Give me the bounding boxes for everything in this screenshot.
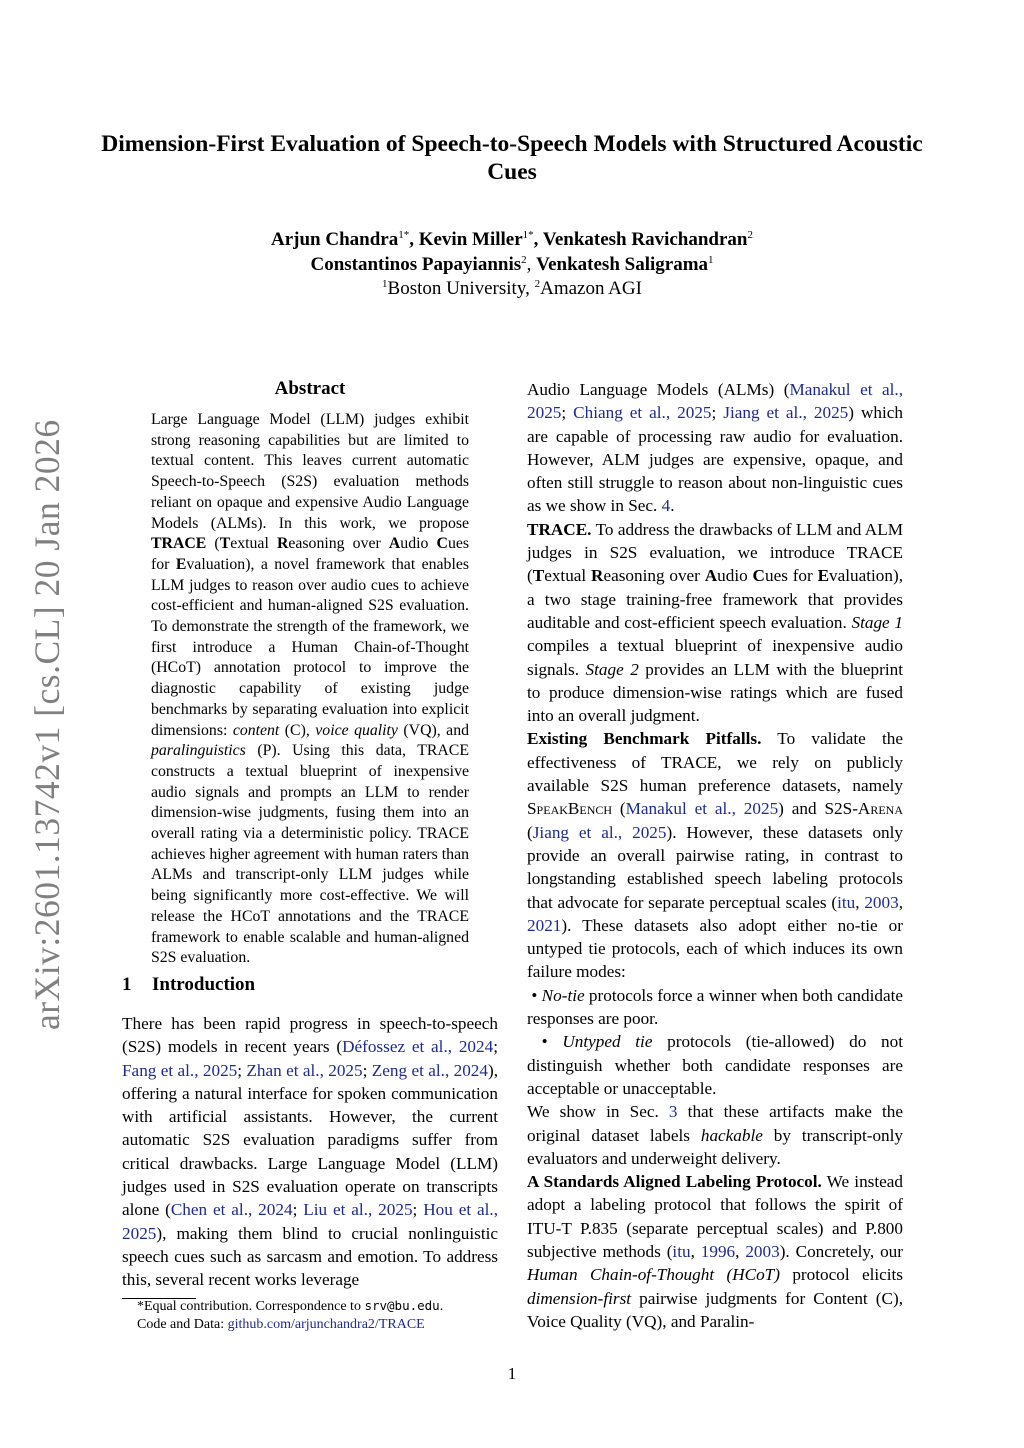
dataset-name: S2S-Arena — [824, 799, 903, 819]
bullet-item: • No-tie protocols force a winner when both candidate responses are poor. — [527, 985, 904, 1029]
author-name: Arjun Chandra — [270, 229, 399, 250]
citation-link[interactable]: Manakul et al., 2025 — [527, 380, 903, 423]
page-number: 1 — [507, 1364, 517, 1383]
citation-link[interactable]: Manakul et al., 2025 — [625, 799, 779, 819]
citation-link[interactable]: Défossez et al., 2024 — [342, 1037, 494, 1057]
affiliations-line: $^1$Boston University, $^2$Amazon AGI — [382, 278, 642, 299]
section-title: Introduction — [152, 974, 256, 995]
citation-link[interactable]: Jiang et al., 2025 — [723, 403, 849, 423]
section-heading-introduction — [122, 974, 255, 996]
affiliation: Amazon AGI — [540, 278, 642, 299]
citation-link[interactable]: itu — [672, 1241, 691, 1261]
pitfalls-paragraph: Existing Benchmark Pitfalls. To validate the effectiveness of TRACE, we rely on publicly available S2S human preference datasets, namely SpeakBench (Manakul et al., 2025) and S2S-Arena (Jiang et al., 2025). However, these datasets only provide an overall pairwise rating, in contrast to longstanding established speech labeling protocols that advocate for separate perceptual scales (itu, 2003, 2021). These datasets also adopt either no-tie or untyped tie protocols, each of which induces its own failure modes: — [527, 729, 903, 982]
author-affiliation-mark: 1* — [398, 229, 410, 241]
footnote-equal-contribution: *Equal contribution. Correspondence to srv@bu.edu. — [137, 1298, 444, 1314]
section-ref-link[interactable]: 4 — [661, 496, 671, 516]
author-name: Venkatesh Saligrama — [536, 253, 709, 275]
footnote-code-data: Code and Data: github.com/arjunchandra2/TRACE — [137, 1317, 425, 1332]
paragraph-heading: A Standards Aligned Labeling Protocol. — [527, 1172, 822, 1192]
paper-title: Dimension-First Evaluation of Speech-to-Speech Models with Structured Acoustic Cues — [101, 131, 923, 185]
author-affiliation-mark: 2 — [747, 229, 753, 241]
citation-link[interactable]: Hou et al., 2025 — [122, 1200, 498, 1243]
arxiv-margin-stamp: arXiv:2601.13742v1 [cs.CL] 20 Jan 2026 — [27, 419, 67, 1030]
citation-link[interactable]: 2021 — [527, 915, 562, 935]
citation-link[interactable]: Chen et al., 2024 — [170, 1200, 293, 1220]
citation-link[interactable]: Zhan et al., 2025 — [246, 1060, 363, 1080]
author-line-1: Arjun Chandra$^{1*}$, Kevin Miller$^{1*}$, Venkatesh Ravichandran$^2$ — [270, 229, 753, 250]
author-name: Venkatesh Ravichandran — [542, 229, 748, 250]
author-name: Constantinos Papayiannis — [310, 253, 522, 275]
section-number: 1 — [122, 974, 132, 995]
contact-email[interactable]: srv@bu.edu — [364, 1298, 440, 1313]
citation-link[interactable]: itu — [837, 892, 856, 912]
section-ref-link[interactable]: 3 — [668, 1102, 678, 1122]
citation-link[interactable]: 2003 — [745, 1241, 780, 1261]
bullet-item: • Untyped tie protocols (tie-allowed) do not distinguish whether both candidate responses are acceptable or unacceptable. — [527, 1032, 904, 1098]
trace-paragraph: TRACE. To address the drawbacks of LLM and ALM judges in S2S evaluation, we introduce TRACE (Textual Reasoning over Audio Cues for Evaluation), a two stage training-free framework that provides auditable and cost-efficient speech evaluation. Stage 1 compiles a textual blueprint of inexpensive audio signals. Stage 2 provides an LLM with the blueprint to produce dimension-wise ratings which are fused into an overall judgment. — [527, 519, 904, 726]
affiliation: Boston University, — [387, 278, 535, 299]
citation-link[interactable]: Fang et al., 2025 — [122, 1060, 238, 1080]
standards-paragraph: A Standards Aligned Labeling Protocol. We instead adopt a labeling protocol that follows the spirit of ITU-T P.835 (separate perceptual scales) and P.800 subjective methods (itu, 1996, 2003). Concretely, our Human Chain-of-Thought (HCoT) protocol elicits dimension-first pairwise judgments for Content (C), Voice Quality (VQ), and Paralin- — [527, 1172, 903, 1331]
introduction-paragraph: There has been rapid progress in speech-to-speech (S2S) models in recent years (Défossez et al., 2024; Fang et al., 2025; Zhan et al., 2025; Zeng et al., 2024), offering a natural interface for spoken communication with artificial assistants. However, the current automatic S2S evaluation paradigms suffer from critical drawbacks. Large Language Model (LLM) judges used in S2S evaluation operate on transcripts alone (Chen et al., 2024; Liu et al., 2025; Hou et al., 2025), making them blind to crucial nonlinguistic speech cues such as sarcasm and emotion. To address this, several recent works leverage — [122, 1014, 499, 1290]
code-repo-link[interactable]: github.com/arjunchandra2/TRACE — [227, 1317, 425, 1332]
author-affiliation-mark: 1* — [522, 229, 534, 241]
citation-link[interactable]: Jiang et al., 2025 — [532, 822, 667, 842]
alm-paragraph: Audio Language Models (ALMs) (Manakul et al., 2025; Chiang et al., 2025; Jiang et al., 2025) which are capable of processing raw audio for evaluation. However, ALM judges are expensive, opaque, and often still struggle to reason about non-linguistic cues as we show in Sec. 4. — [527, 380, 903, 516]
abstract-heading: Abstract — [274, 378, 346, 399]
bullet-marker: • — [531, 985, 538, 1005]
footnote — [137, 1297, 507, 1334]
paragraph-heading: Existing Benchmark Pitfalls. — [527, 729, 762, 749]
bullet-marker: • — [541, 1032, 548, 1052]
dataset-name: SpeakBench — [527, 799, 613, 819]
abstract-body: Large Language Model (LLM) judges exhibit strong reasoning capabilities but are limited to textual content. This leaves current automatic Speech-to-Speech (S2S) evaluation methods reliant on opaque and expensive Audio Language Models (ALMs). In this work, we propose TRACE (Textual Reasoning over Audio Cues for Evaluation), a novel framework that enables LLM judges to reason over audio cues to achieve cost-efficient and human-aligned S2S evaluation. To demonstrate the strength of the framework, we first introduce a Human Chain-of-Thought (HCoT) annotation protocol to improve the diagnostic capability of existing judge benchmarks by separating evaluation into explicit dimensions: content (C), voice quality (VQ), and paralinguistics (P). Using this data, TRACE constructs a textual blueprint of inexpensive audio signals and prompts an LLM to render dimension-wise judgments, fusing them into an overall rating via a deterministic policy. TRACE achieves higher agreement with human raters than ALMs and transcript-only LLM judges while being significantly more cost-effective. We will release the HCoT annotations and the TRACE framework to enable scalable and human-aligned S2S evaluation. — [151, 411, 469, 967]
right-column — [527, 378, 903, 1333]
paragraph-heading: TRACE. — [527, 519, 592, 539]
citation-link[interactable]: Zeng et al., 2024 — [371, 1060, 488, 1080]
author-name: Kevin Miller — [418, 229, 523, 250]
hackable-paragraph: We show in Sec. 3 that these artifacts make the original dataset labels hackable by transcript-only evaluators and underweight delivery. — [527, 1102, 904, 1168]
author-affiliation-mark: 2 — [521, 253, 527, 266]
author-block — [100, 228, 924, 302]
author-line-2: Constantinos Papayiannis$^2$, Venkatesh Saligrama$^1$ — [310, 253, 714, 275]
author-affiliation-mark: 1 — [708, 253, 714, 266]
citation-link[interactable]: 2003 — [864, 892, 899, 912]
citation-link[interactable]: Liu et al., 2025 — [303, 1200, 413, 1220]
citation-link[interactable]: 1996 — [700, 1241, 736, 1261]
citation-link[interactable]: Chiang et al., 2025 — [573, 403, 712, 423]
